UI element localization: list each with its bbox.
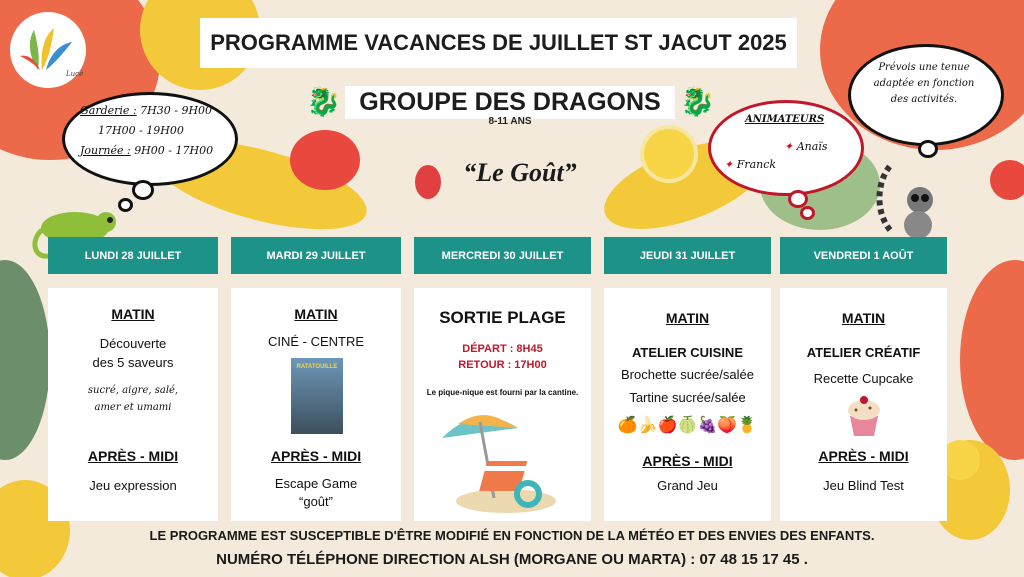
activity-text: Jeu Blind Test: [823, 478, 904, 493]
flavours-text: amer et umami: [94, 402, 172, 413]
flavours-text: sucré, aigre, salé,: [87, 385, 179, 396]
activity-title: ATELIER CRÉATIF: [806, 345, 921, 360]
morning-label: MATIN: [841, 310, 886, 326]
garderie-line2: 17H00 - 19H00: [98, 124, 184, 137]
morning-label: MATIN: [294, 306, 338, 322]
afternoon-label: APRÈS - MIDI: [87, 448, 179, 464]
dragon-icon: 🐉: [680, 85, 715, 118]
cloud-bubble: [800, 206, 815, 220]
activity-text: Découverte: [99, 336, 167, 351]
day-header-thursday: JEUDI 31 JUILLET: [604, 237, 771, 274]
return-time: RETOUR : 17H00: [458, 359, 547, 371]
fruits-icons: 🍊🍌🍎🍈🍇🍑🍍: [617, 417, 758, 434]
activity-text: des 5 saveurs: [92, 355, 174, 370]
activity-text: “goût”: [299, 494, 333, 509]
logo: [10, 12, 86, 88]
animateur-name: ✦ Franck: [724, 158, 777, 171]
animateur-name: ✦ Anaïs: [784, 140, 828, 153]
day-card-wednesday: [414, 288, 591, 521]
activity-text: Jeu expression: [89, 478, 177, 493]
contact-phone: NUMÉRO TÉLÉPHONE DIRECTION ALSH (MORGANE OU MARTA) : 07 48 15 17 45 .: [216, 551, 808, 568]
disclaimer: LE PROGRAMME EST SUSCEPTIBLE D'ÊTRE MODIFIÉ EN FONCTION DE LA MÉTÉO ET DES ENVIES DES ENFANTS.: [149, 528, 875, 543]
theme-title: “Le Goût”: [463, 158, 577, 187]
activity-text: Brochette sucrée/salée: [621, 367, 754, 382]
age-range: 8-11 ANS: [488, 116, 532, 127]
dragon-icon: 🐉: [306, 85, 341, 118]
picnic-note: Le pique-nique est fourni par la cantine.: [426, 388, 579, 397]
animateurs-title: ANIMATEURS: [745, 114, 825, 125]
page-title: PROGRAMME VACANCES DE JUILLET ST JACUT 2025: [200, 18, 797, 68]
afternoon-label: APRÈS - MIDI: [642, 453, 733, 469]
morning-label: MATIN: [665, 310, 710, 326]
cloud-bubble: [918, 140, 938, 158]
day-header-monday: LUNDI 28 JUILLET: [48, 237, 218, 274]
movie-poster: [291, 358, 343, 434]
lemur-icon: [870, 160, 940, 240]
cloud-bubble: [118, 198, 133, 212]
day-header-tuesday: MARDI 29 JUILLET: [231, 237, 401, 274]
day-card-friday: [780, 288, 947, 521]
day-card-tuesday: [231, 288, 401, 521]
garderie-line1: Garderie : 7H30 - 9H00: [80, 104, 213, 117]
day-header-wednesday: MERCREDI 30 JUILLET: [414, 237, 591, 274]
cloud-bubble: [132, 180, 154, 200]
day-card-monday: [48, 288, 218, 521]
afternoon-label: APRÈS - MIDI: [270, 448, 362, 464]
logo-text: Lucé: [66, 70, 84, 78]
activity-text: Recette Cupcake: [813, 371, 914, 386]
day-card-thursday: [604, 288, 771, 521]
cupcake-icon: [844, 392, 884, 438]
activity-text: Grand Jeu: [657, 478, 718, 493]
outing-title: SORTIE PLAGE: [439, 308, 566, 327]
garderie-line3: Journée : 9H00 - 17H00: [80, 144, 214, 157]
afternoon-label: APRÈS - MIDI: [818, 448, 909, 464]
activity-title: ATELIER CUISINE: [632, 345, 743, 360]
activity-text: Tartine sucrée/salée: [629, 390, 746, 405]
tenue-text: Prévois une tenue adaptée en fonction des activités.: [873, 62, 975, 105]
activity-text: CINÉ - CENTRE: [267, 334, 365, 349]
day-header-friday: VENDREDI 1 AOÛT: [780, 237, 947, 274]
poster-title: RATATOUILLE: [296, 364, 338, 370]
group-title: GROUPE DES DRAGONS: [345, 86, 674, 119]
departure-time: DÉPART : 8H45: [462, 343, 543, 355]
morning-label: MATIN: [111, 306, 155, 322]
activity-text: Escape Game: [274, 476, 358, 491]
beach-icon: [438, 406, 568, 516]
